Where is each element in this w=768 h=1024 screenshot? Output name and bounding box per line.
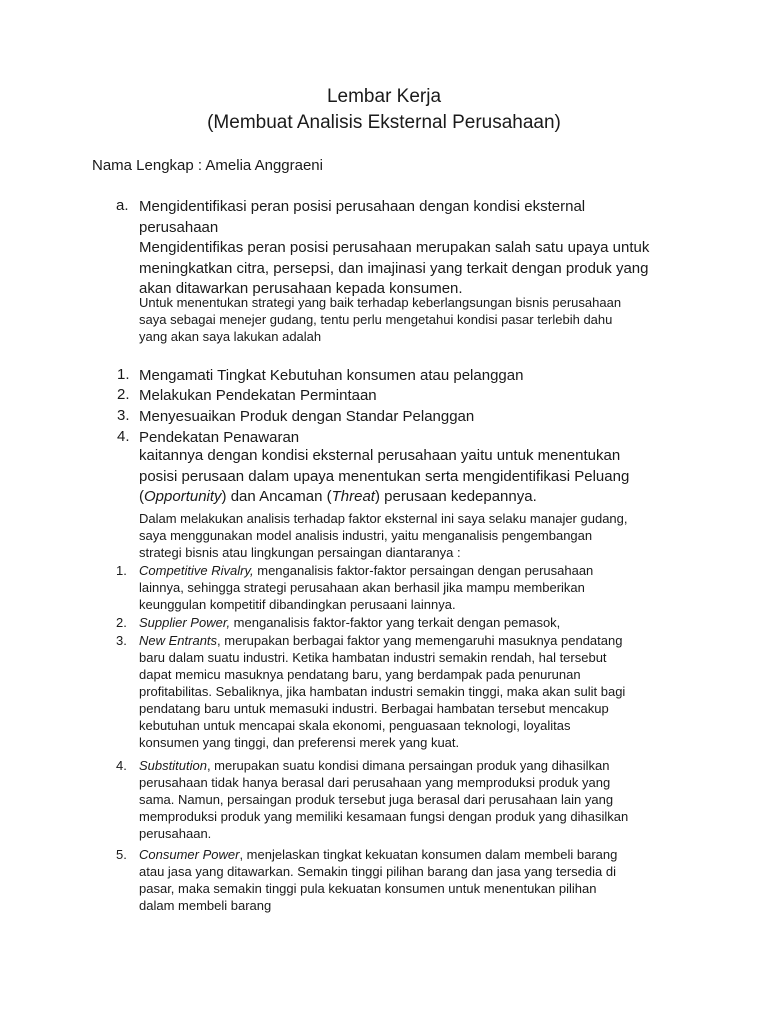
list1-number: 1. xyxy=(117,366,130,383)
paragraph-4: Dalam melakukan analisis terhadap faktor eksternal ini saya selaku manajer gudang, saya menggunakan model analisis industri, yaitu menganalisis pengembangan strategi bisnis atau lingkungan persaingan diantaranya : xyxy=(139,511,628,560)
list1-item: Pendekatan Penawaran xyxy=(139,429,300,446)
list1-number: 3. xyxy=(117,407,130,424)
section-a-marker: a. xyxy=(116,197,129,214)
paragraph-3: kaitannya dengan kondisi eksternal perusahaan yaitu untuk menentukan posisi perusaan dalam upaya menentukan serta mengidentifikasi Peluang (Opportunity) dan Ancaman (Threat) perusaan kedepannya. xyxy=(139,447,630,505)
list1-item: Menyesuaikan Produk dengan Standar Pelanggan xyxy=(139,408,475,425)
threat-term: Threat xyxy=(331,488,375,505)
list2-item: New Entrants, merupakan berbagai faktor yang memengaruhi masuknya pendatang baru dalam suatu industri. Ketika hambatan industri semakin rendah, hal tersebut dapat memicu masuknya pendatang baru, yang berdampak pada penurunan profitabilitas. Sebaliknya, jika hambatan industri semakin tinggi, maka akan sulit bagi pendatang baru untuk memasuki industri. Berbagai hambatan tersebut mencakup kebutuhan untuk mencapai skala ekonomi, penguasaan teknologi, loyalitas konsumen yang tinggi, dan preferensi merek yang kuat. xyxy=(139,633,626,750)
list2-item: Competitive Rivalry, menganalisis faktor-faktor persaingan dengan perusahaan lainnya, sehingga strategi perusahaan akan berhasil jika mampu memberikan keunggulan kompetitif dibandingkan perusaani lainnya. xyxy=(139,563,594,612)
section-a-paragraph-2: Untuk menentukan strategi yang baik terhadap keberlangsungan bisnis perusahaan saya sebagai menejer gudang, tentu perlu mengetahui kondisi pasar terlebih dahu yang akan saya lakukan adalah xyxy=(139,295,622,344)
list2-item: Consumer Power, menjelaskan tingkat kekuatan konsumen dalam membeli barang atau jasa yang ditawarkan. Semakin tinggi pilihan barang dan jasa yang tersedia di pasar, maka semakin tinggi pula kekuatan konsumen untuk menentukan pilihan dalam membeli barang xyxy=(139,847,618,913)
list1-number: 4. xyxy=(117,428,130,445)
list2-number: 1. xyxy=(116,563,127,578)
list2-item: Substitution, merupakan suatu kondisi dimana persaingan produk yang dihasilkan perusahaan tidak hanya berasal dari perusahaan yang memproduksi produk yang sama. Namun, persaingan produk tersebut juga berasal dari perusahaan lain yang memproduksi produk yang memiliki kesamaan fungsi dengan produk yang dihasilkan perusahaan. xyxy=(139,758,629,841)
list2-number: 2. xyxy=(116,615,127,630)
opportunity-term: Opportunity xyxy=(144,488,222,505)
list2-number: 3. xyxy=(116,633,127,648)
list2-number: 4. xyxy=(116,758,127,773)
section-a-heading: Mengidentifikasi peran posisi perusahaan dengan kondisi eksternal perusahaan xyxy=(139,198,586,236)
list2-item: Supplier Power, menganalisis faktor-faktor yang terkait dengan pemasok, xyxy=(139,615,561,630)
page-title: Lembar Kerja xyxy=(326,86,442,107)
list1-item: Melakukan Pendekatan Permintaan xyxy=(139,387,377,404)
list2-number: 5. xyxy=(116,847,127,862)
page-subtitle: (Membuat Analisis Eksternal Perusahaan) xyxy=(207,112,561,133)
list1-item: Mengamati Tingkat Kebutuhan konsumen atau pelanggan xyxy=(139,367,524,384)
section-a-paragraph-1: Mengidentifikas peran posisi perusahaan merupakan salah satu upaya untuk meningkatkan citra, persepsi, dan imajinasi yang terkait dengan produk yang akan ditawarkan perusahaan kepada konsumen. xyxy=(139,239,650,297)
list1-number: 2. xyxy=(117,386,130,403)
full-name-line: Nama Lengkap : Amelia Anggraeni xyxy=(92,157,323,174)
